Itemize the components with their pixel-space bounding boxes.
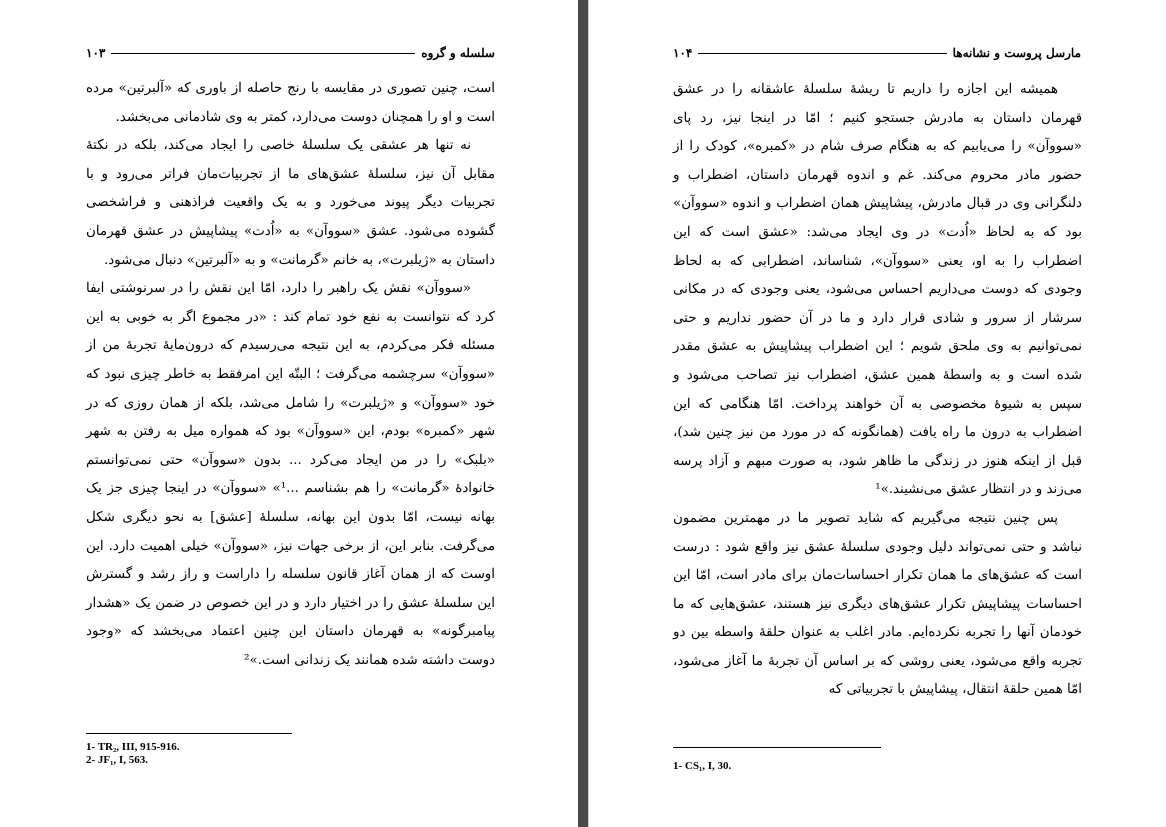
page-body <box>673 76 1082 705</box>
page-header <box>673 46 1081 60</box>
paragraph: پس چنین نتیجه می‌گیریم که شاید تصویر ما در مهمترین مضمون نباشد و حتی نمی‌تواند دلیل وجودی سلسلهٔ عشق نیز واقع شود : درست است که عشق‌های ما همان تکرار احساسات‌مان برای مادر است، امّا این احساسات پیشاپیش تکرار عشق‌های دیگری نیز هستند، عشق‌هایی که ما خودمان آنها را تجربه نکرده‌ایم. مادر اغلب به عنوان حلقهٔ واسطه بین دو تجربه واقع می‌شود، یعنی روشی که بر اساس آن تجربهٔ ما آغاز می‌شود، امّا همین حلقهٔ انتقال، پیشاپیش با تجربیاتی که <box>673 510 1082 698</box>
running-title: مارسل پروست و نشانه‌ها <box>952 46 1081 60</box>
page-gutter <box>578 0 588 827</box>
footnote: 1- TR₂, III, 915-916. <box>86 741 180 753</box>
footnotes <box>673 760 731 773</box>
footnotes <box>86 741 180 767</box>
page-number: ۱۰۳ <box>86 46 106 60</box>
footnote-rule <box>673 747 881 748</box>
paragraph: همیشه این اجازه را داریم تا ریشهٔ سلسلهٔ عاشقانه را در عشق قهرمان داستان به مادرش جستجو کنیم ؛ امّا در اینجا نیز، رد پای «سوو‌آن» را می‌یابیم که به هنگام صرف شام در «کمبره»، کودک را از حضور مادر محروم می‌کند. غم و اندوه قهرمان داستان، اضطراب و دلنگرانی وی در قبال مادرش، پیشاپیش همان اضطراب و اندوه «سوو‌آن» بود که به لحاظ «اُدت» در وی ایجاد می‌شد: «عشق است که این اضطراب را به او، یعنی «سوو‌آن»، شناساند، اضطرابی که به لحاظ وجودی که دوست می‌داریم احساس می‌شود، یعنی وجودی که در مکانی سرشار از سرور و شادی قرار دارد و ما در آن حضور نداریم و حتی نمی‌توانیم به وی ملحق شویم ؛ این اضطراب پیشاپیش به عشق مقدر شده است و به واسطهٔ همین عشق، اضطراب نیز تصاحب می‌شود و سپس به شیوهٔ مخصوصی به آن خواهند پرداخت. امّا هنگامی که این اضطراب به درون ما راه یافت (همانگونه که در مورد من نیز چنین شد)، قبل از اینکه هنوز در زندگی ما ظاهر شود، به صورت مبهم و آزاد پرسه می‌زند و در انتظار عشق می‌نشیند.»¹ <box>673 82 1082 498</box>
footnote: 2- JF₁, I, 563. <box>86 754 148 766</box>
left-page <box>0 0 579 827</box>
footnote: 1- CS₁, I, 30. <box>673 760 732 772</box>
footnote-rule <box>86 733 292 734</box>
page-header <box>86 46 495 60</box>
paragraph: نه تنها هر عشقی یک سلسلهٔ خاصی را ایجاد می‌کند، بلکه در نکتهٔ مقابل آن نیز، سلسلهٔ عشق‌های ما از تجربیات‌مان فراتر می‌رود و با تجربیات دیگر پیوند می‌خورد و به یک واقعیت فراذهنی و فراشخصی گشوده می‌شود. عشق «سوو‌آن» به «اُدت» پیشاپیش در عشق قهرمان داستان به «ژیلبرت»، به خانم «گرمانت» و به «آلبرتین» دنبال می‌شود. <box>86 138 495 268</box>
paragraph: است، چنین تصوری در مقایسه با رنج حاصله از باوری که «آلبرتین» مرده است و او را همچنان دوست می‌دارد، کمتر به وی شادمانی می‌بخشد. <box>86 81 495 125</box>
running-title: سلسله و گروه <box>421 46 495 60</box>
paragraph: «سوو‌آن» نقش یک راهبر را دارد، امّا این نقش را در سرنوشتی ایفا کرد که نتوانست به نفع خود تمام کند : «در مجموع اگر به خوبی به این مسئله فکر می‌کردم، به این نتیجه می‌رسیدم که درون‌مایهٔ تجربهٔ من از «سوو‌آن» سرچشمه می‌گرفت ؛ البتّه این امرفقط به خاطر چیزی نبود که خود «سوو‌آن» و «ژیلبرت» را شامل می‌شد، بلکه از همان روزی که در شهر «کمبره» بودم، این «سوو‌آن» بود که همواره میل به رفتن به شهر «بلبک» را در من ایجاد می‌کرد ... بدون «سوو‌آن» حتی نمی‌توانستم خانوادهٔ «گرمانت» را هم بشناسم ...¹» «سوو‌آن» در اینجا چیزی جز یک بهانه نیست، امّا بدون این بهانه، سلسلهٔ [عشق] به نحو دیگری شکل می‌گرفت. بنابر این، از برخی جهات نیز، «سوو‌آن» خیلی اهمیت دارد. این اوست که از همان آغاز قانون سلسله را داراست و راز رشد و گسترش این سلسلهٔ عشق را در اختیار دارد و در این خصوص در ضمن یک «هشدار پیامبرگونه» به قهرمان داستان این چنین اعتماد می‌بخشد که «وجود دوست داشته شده همانند یک زندانی است.»² <box>86 281 496 668</box>
header-rule <box>698 53 946 54</box>
page-number: ۱۰۴ <box>673 46 693 60</box>
right-page <box>588 0 1166 827</box>
page-body <box>86 75 495 675</box>
header-rule <box>111 53 415 54</box>
